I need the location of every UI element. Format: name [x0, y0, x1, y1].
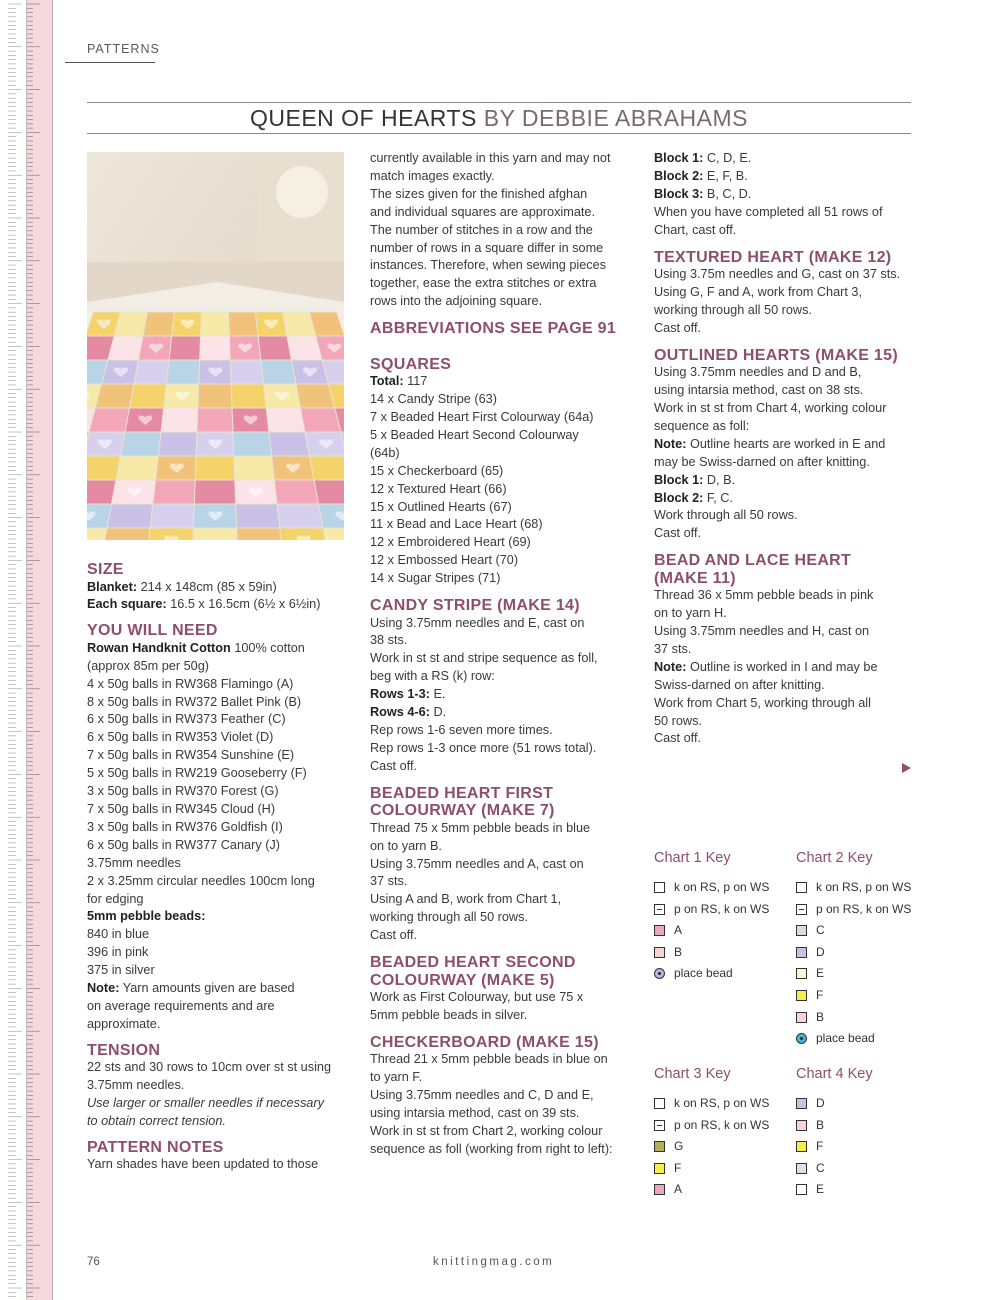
block-2: Block 2: E, F, B.	[654, 168, 748, 183]
chart-2-key	[796, 850, 926, 1050]
yarn-brand: Rowan Handknit Cotton 100% cotton	[87, 640, 305, 655]
column-2	[370, 150, 635, 1159]
squares-list	[370, 391, 635, 588]
yarn-item: 7 x 50g balls in RW345 Cloud (H)	[87, 801, 276, 816]
yarn-list	[87, 676, 349, 855]
rows-1-3: Rows 1-3: E.	[370, 687, 446, 702]
bead-lace-line: Cast off.	[654, 731, 702, 746]
checkerboard-heading: CHECKERBOARD (MAKE 15)	[370, 1033, 599, 1051]
textured-heart-heading: TEXTURED HEART (MAKE 12)	[654, 248, 892, 266]
blanket-photo	[87, 152, 344, 540]
yarn-item: 8 x 50g balls in RW372 Ballet Pink (B)	[87, 694, 302, 709]
chart-3-key-title: Chart 3 Key	[654, 1066, 731, 1082]
key-swatch-icon	[796, 904, 807, 915]
pattern-notes-line: Yarn shades have been updated to those	[87, 1157, 319, 1172]
yarn-note-line: approximate.	[87, 1016, 161, 1031]
key-label: C	[816, 923, 825, 938]
beads-blue: 840 in blue	[87, 927, 150, 942]
rows-4-6: Rows 4-6: D.	[370, 705, 447, 720]
key-swatch-icon	[654, 882, 665, 893]
outlined-note: Note: Outline hearts are worked in E and	[654, 436, 886, 451]
beads-silver: 375 in silver	[87, 963, 155, 978]
pattern-notes-line: The sizes given for the finished afghan	[370, 186, 588, 201]
outlined-block-2: Block 2: F, C.	[654, 490, 733, 505]
square-item: (64b)	[370, 445, 400, 460]
key-label: B	[674, 944, 683, 959]
column-1	[87, 561, 349, 1174]
key-swatch-icon	[796, 1184, 807, 1195]
yarn-item: 3 x 50g balls in RW370 Forest (G)	[87, 784, 279, 799]
pattern-notes-line: rows into the adjoining square.	[370, 294, 543, 309]
yarn-item: 6 x 50g balls in RW373 Feather (C)	[87, 712, 286, 727]
beaded-heart-1-line: Using A and B, work from Chart 1,	[370, 892, 562, 907]
textured-heart-line: Cast off.	[654, 320, 702, 335]
tension-heading: TENSION	[87, 1041, 161, 1059]
key-label: p on RS, k on WS	[674, 901, 770, 916]
textured-heart-text	[654, 266, 916, 338]
chart-3-key	[654, 1066, 784, 1206]
checkerboard-cont: When you have completed all 51 rows of	[654, 204, 883, 219]
square-item: 14 x Sugar Stripes (71)	[370, 571, 501, 586]
key-swatch-icon	[796, 1120, 807, 1131]
needles: 3.75mm needles	[87, 855, 181, 870]
key-label: p on RS, k on WS	[674, 1117, 770, 1132]
square-item: 5 x Beaded Heart Second Colourway	[370, 427, 579, 442]
footer-url[interactable]: knittingmag.com	[433, 1256, 555, 1268]
byline: BY DEBBIE ABRAHAMS	[483, 105, 748, 131]
chart-4-key	[796, 1066, 926, 1206]
textured-heart-line: working through all 50 rows.	[654, 302, 812, 317]
chart-4-key-title: Chart 4 Key	[796, 1066, 873, 1082]
candy-line: Work in st st and stripe sequence as foll,	[370, 651, 598, 666]
bead-lace-line: 37 sts.	[654, 641, 692, 656]
square-item: 12 x Embroidered Heart (69)	[370, 535, 531, 550]
bead-lace-note-line: Swiss-darned on after knitting.	[654, 677, 825, 692]
continue-arrow-icon[interactable]	[902, 763, 911, 773]
pattern-notes-line: currently available in this yarn and may not	[370, 151, 611, 165]
key-swatch-icon	[796, 1098, 807, 1109]
beads-label: 5mm pebble beads:	[87, 909, 206, 924]
key-swatch-icon	[654, 1098, 665, 1109]
outlined-hearts-text	[654, 364, 916, 436]
key-swatch-icon	[654, 1184, 665, 1195]
beaded-heart-2-heading: BEADED HEART SECOND	[370, 954, 576, 972]
page-title	[87, 105, 911, 132]
yarn-item: 6 x 50g balls in RW353 Violet (D)	[87, 730, 274, 745]
key-label: k on RS, p on WS	[674, 880, 770, 894]
bead-lace-line: on to yarn H.	[654, 606, 727, 621]
circular-needles: 2 x 3.25mm circular needles 100cm long	[87, 873, 315, 888]
checkerboard-line: Work in st st from Chart 2, working colour	[370, 1123, 603, 1138]
key-swatch-icon	[654, 1141, 665, 1152]
key-label: D	[816, 1096, 825, 1110]
key-swatch-icon	[654, 904, 665, 915]
candy-line: Rep rows 1-6 seven more times.	[370, 722, 553, 737]
block-1: Block 1: C, D, E.	[654, 151, 752, 165]
pattern-notes-heading: PATTERN NOTES	[87, 1138, 224, 1156]
yarn-item: 6 x 50g balls in RW377 Canary (J)	[87, 837, 280, 852]
tension-advice: to obtain correct tension.	[87, 1113, 226, 1128]
key-swatch-icon	[796, 1163, 807, 1174]
key-label: p on RS, k on WS	[816, 901, 912, 916]
yarn-note-line: on average requirements and are	[87, 998, 275, 1013]
key-swatch-icon	[796, 1033, 807, 1044]
side-ruler	[0, 0, 53, 1300]
checkerboard-cont: Chart, cast off.	[654, 222, 737, 237]
key-label: A	[674, 923, 683, 938]
yarn-weight: (approx 85m per 50g)	[87, 658, 210, 673]
bead-lace-note: Note: Outline is worked in I and may be	[654, 659, 878, 674]
pattern-notes-line: The number of stitches in a row and the	[370, 222, 593, 237]
beaded-heart-1-line: Using 3.75mm needles and A, cast on	[370, 856, 584, 871]
square-size: Each square: 16.5 x 16.5cm (6½ x 6½in)	[87, 597, 321, 612]
key-label: D	[816, 944, 825, 959]
block-3: Block 3: B, C, D.	[654, 186, 752, 201]
page-number: 76	[87, 1256, 100, 1268]
square-item: 12 x Textured Heart (66)	[370, 481, 507, 496]
yarn-item: 3 x 50g balls in RW376 Goldfish (I)	[87, 819, 283, 834]
pattern-notes-line: and individual squares are approximate.	[370, 204, 595, 219]
title-rule-bottom	[87, 133, 911, 134]
pattern-notes-line: together, ease the extra stitches or extra	[370, 276, 597, 291]
bead-lace-line: Thread 36 x 5mm pebble beads in pink	[654, 588, 874, 603]
key-label: C	[816, 1160, 825, 1175]
key-swatch-icon	[654, 1120, 665, 1131]
beaded-heart-1-line: Cast off.	[370, 928, 418, 943]
yarn-item: 5 x 50g balls in RW219 Gooseberry (F)	[87, 766, 307, 781]
outlined-block-1: Block 1: D, B.	[654, 472, 736, 487]
key-label: E	[816, 966, 825, 981]
beaded-heart-2-heading: COLOURWAY (MAKE 5)	[370, 971, 555, 989]
key-label: k on RS, p on WS	[816, 880, 912, 894]
key-swatch-icon	[796, 925, 807, 936]
outlined-hearts-line: Using 3.75mm needles and D and B,	[654, 365, 862, 380]
square-item: 14 x Candy Stripe (63)	[370, 392, 497, 407]
key-label: A	[674, 1182, 683, 1197]
square-item: 11 x Bead and Lace Heart (68)	[370, 517, 543, 532]
title-rule-top	[87, 102, 911, 103]
key-swatch-icon	[796, 968, 807, 979]
candy-line: Rep rows 1-3 once more (51 rows total).	[370, 740, 597, 755]
key-swatch-icon	[796, 1012, 807, 1023]
outlined-line: Cast off.	[654, 526, 702, 541]
beaded-heart-1-heading: COLOURWAY (MAKE 7)	[370, 802, 555, 820]
square-item: 15 x Checkerboard (65)	[370, 463, 504, 478]
square-item: 7 x Beaded Heart First Colourway (64a)	[370, 409, 594, 424]
column-3	[654, 150, 916, 748]
key-label: B	[816, 1117, 825, 1132]
candy-line: 38 sts.	[370, 633, 408, 648]
beaded-heart-1-line: working through all 50 rows.	[370, 910, 528, 925]
circular-needles-cont: for edging	[87, 891, 144, 906]
key-label: F	[674, 1160, 682, 1175]
ruler-ticks	[0, 0, 52, 1300]
checkerboard-line: to yarn F.	[370, 1070, 423, 1085]
outlined-hearts-heading: OUTLINED HEARTS (MAKE 15)	[654, 346, 898, 364]
blanket-size: Blanket: 214 x 148cm (85 x 59in)	[87, 579, 277, 594]
bead-lace-line: 50 rows.	[654, 713, 702, 728]
section-underline	[65, 62, 155, 63]
outlined-note-line: may be Swiss-darned on after knitting.	[654, 454, 870, 469]
tension-advice: Use larger or smaller needles if necessary	[87, 1096, 324, 1111]
key-label: place bead	[674, 966, 733, 981]
bead-lace-line: Work from Chart 5, working through all	[654, 695, 871, 710]
beaded-heart-2-line: 5mm pebble beads in silver.	[370, 1007, 528, 1022]
outlined-hearts-line: using intarsia method, cast on 38 sts.	[654, 383, 864, 398]
key-swatch-icon	[654, 968, 665, 979]
candy-stripe-heading: CANDY STRIPE (MAKE 14)	[370, 597, 580, 615]
bead-lace-heading: (MAKE 11)	[654, 569, 736, 587]
key-swatch-icon	[796, 990, 807, 1001]
key-label: F	[816, 988, 824, 1002]
tension-line: 3.75mm needles.	[87, 1078, 185, 1093]
key-swatch-icon	[654, 947, 665, 958]
bead-lace-line: Using 3.75mm needles and H, cast on	[654, 624, 870, 639]
pattern-name: QUEEN OF HEARTS	[249, 105, 477, 131]
checkerboard-line: Thread 21 x 5mm pebble beads in blue on	[370, 1052, 608, 1067]
yarn-item: 4 x 50g balls in RW368 Flamingo (A)	[87, 676, 294, 691]
square-item: 15 x Outlined Hearts (67)	[370, 499, 512, 514]
beaded-heart-1-heading: BEADED HEART FIRST	[370, 784, 554, 802]
textured-heart-line: Using G, F and A, work from Chart 3,	[654, 284, 863, 299]
key-label: E	[816, 1182, 825, 1197]
outlined-line: Work through all 50 rows.	[654, 508, 798, 523]
squares-total: Total: 117	[370, 374, 428, 389]
key-label: place bead	[816, 1031, 875, 1046]
textured-heart-line: Using 3.75m needles and G, cast on 37 sts.	[654, 267, 901, 282]
checkerboard-line: using intarsia method, cast on 39 sts.	[370, 1106, 580, 1121]
beads-pink: 396 in pink	[87, 945, 149, 960]
candy-line: Cast off.	[370, 758, 418, 773]
chart-1-key	[654, 850, 784, 1000]
yarn-note: Note: Yarn amounts given are based	[87, 981, 295, 996]
beaded-heart-1-line: on to yarn B.	[370, 838, 442, 853]
pattern-notes-cont	[370, 150, 635, 311]
squares-heading: SQUARES	[370, 355, 452, 373]
bead-lace-heading: BEAD AND LACE HEART	[654, 552, 852, 570]
key-label: k on RS, p on WS	[674, 1096, 770, 1110]
tension-line: 22 sts and 30 rows to 10cm over st st using	[87, 1060, 331, 1075]
checkerboard-text	[370, 1051, 635, 1158]
square-item: 12 x Embossed Heart (70)	[370, 553, 519, 568]
abbreviations-heading: ABBREVIATIONS SEE PAGE 91	[370, 320, 617, 338]
outlined-hearts-line: Work in st st from Chart 4, working colour	[654, 400, 887, 415]
key-swatch-icon	[654, 1163, 665, 1174]
beaded-heart-1-line: Thread 75 x 5mm pebble beads in blue	[370, 820, 591, 835]
candy-line: beg with a RS (k) row:	[370, 669, 495, 684]
key-swatch-icon	[796, 1141, 807, 1152]
outlined-hearts-line: sequence as foll:	[654, 418, 750, 433]
section-label: PATTERNS	[87, 42, 160, 56]
you-will-need-heading: YOU WILL NEED	[87, 622, 218, 640]
beaded-heart-2-line: Work as First Colourway, but use 75 x	[370, 990, 584, 1005]
candy-line: Using 3.75mm needles and E, cast on	[370, 615, 585, 630]
beaded-heart-1-text	[370, 820, 635, 945]
pattern-notes-line: match images exactly.	[370, 168, 495, 183]
key-label: G	[674, 1139, 684, 1154]
chart-1-key-title: Chart 1 Key	[654, 850, 731, 866]
yarn-item: 7 x 50g balls in RW354 Sunshine (E)	[87, 748, 295, 763]
key-swatch-icon	[654, 925, 665, 936]
pattern-notes-line: instances. Therefore, when sewing pieces	[370, 258, 607, 273]
chart-2-key-title: Chart 2 Key	[796, 850, 873, 866]
checkerboard-line: sequence as foll (working from right to left):	[370, 1141, 613, 1156]
beaded-heart-1-line: 37 sts.	[370, 874, 408, 889]
size-heading: SIZE	[87, 561, 124, 578]
key-label: F	[816, 1139, 824, 1154]
key-swatch-icon	[796, 882, 807, 893]
checkerboard-line: Using 3.75mm needles and C, D and E,	[370, 1088, 594, 1103]
key-label: B	[816, 1009, 825, 1024]
key-swatch-icon	[796, 947, 807, 958]
pattern-notes-line: number of rows in a square differ in some	[370, 240, 604, 255]
